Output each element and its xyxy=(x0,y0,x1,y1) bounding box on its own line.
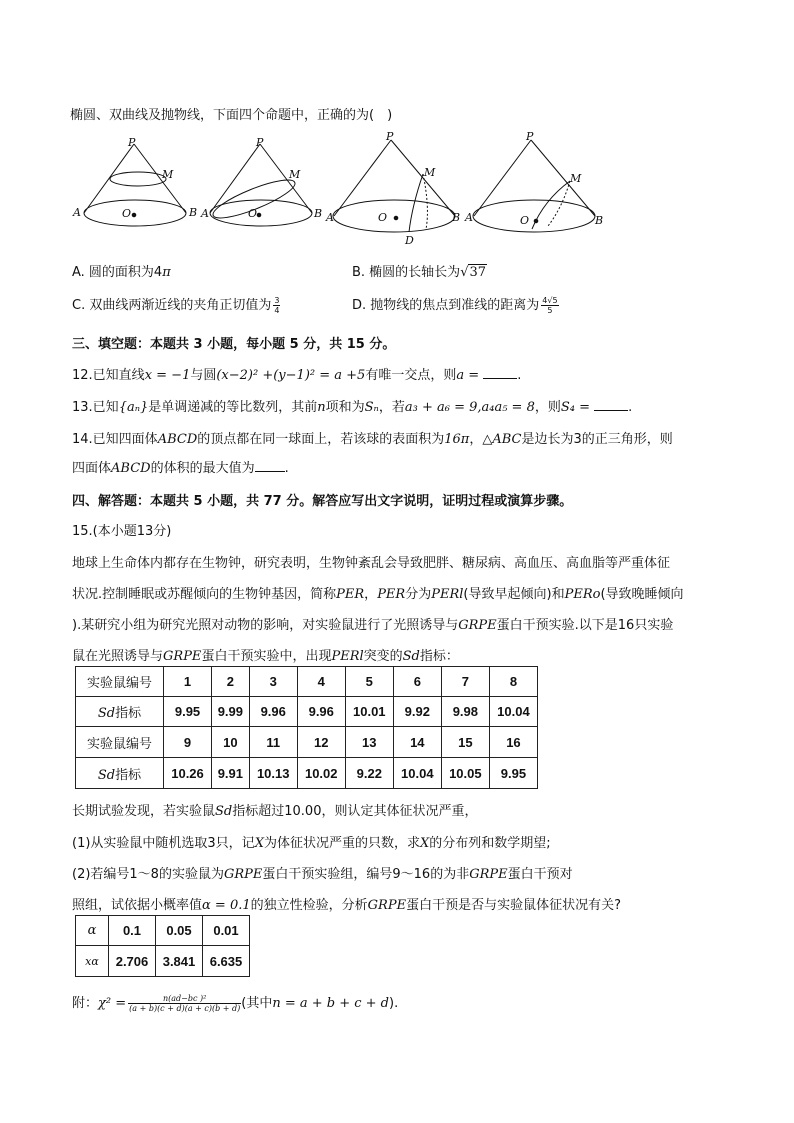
q15-p5 xyxy=(72,800,477,819)
option-c xyxy=(72,294,280,315)
sd-table-cell: 12 xyxy=(297,727,345,758)
option-a xyxy=(72,261,171,280)
sd-table-cell: 5 xyxy=(345,667,393,697)
sd-table-cell: 15 xyxy=(441,727,489,758)
alpha-table-cell: 3.841 xyxy=(156,946,203,977)
alpha-table-cell: 2.706 xyxy=(109,946,156,977)
q14-line2c: 的体积的最大值为 xyxy=(150,461,255,476)
q15-p5c: 指标超过10.00，则认定其体征状况严重， xyxy=(232,804,478,819)
label-a-1: A xyxy=(73,206,81,219)
q15-p4f: Sd xyxy=(402,649,420,664)
cone-figure-circle xyxy=(84,144,186,226)
q15-p4b: GRPE xyxy=(163,649,202,664)
q15-title: 15.(本小题13分) xyxy=(72,524,172,539)
q14-a: 14.已知四面体 xyxy=(72,432,158,447)
option-c-fraction xyxy=(273,296,280,315)
option-d-fraction xyxy=(541,296,558,315)
q12-e: 有唯一交点，则 xyxy=(365,368,457,383)
q15-p3b: GRPE xyxy=(458,618,497,633)
q11-stem: 椭圆、双曲线及抛物线，下面四个命题中，正确的为( ) xyxy=(70,108,393,123)
q15-p2d: PER xyxy=(377,587,406,602)
q15-p3a: ).某研究小组为研究光照对动物的影响，对实验鼠进行了光照诱导与 xyxy=(72,618,459,633)
q15-p2e: 分为 xyxy=(405,587,432,602)
q15-s2g: α = 0.1 xyxy=(202,898,251,913)
q15-p2a: 状况.控制睡眠或苏醒倾向的生物钟基因，简称 xyxy=(72,587,337,602)
cone-figure-parabola xyxy=(473,140,595,232)
q15-s1e: 的分布列和数学期望; xyxy=(429,836,551,851)
q14-line2b: ABCD xyxy=(111,461,151,476)
q14-line2d: . xyxy=(284,461,289,476)
sd-table-row-sd-1 xyxy=(76,697,538,727)
sd-table-id-header: 实验鼠编号 xyxy=(76,727,164,758)
q12-a: 12.已知直线 xyxy=(72,368,145,383)
sd-table-cell: 10.04 xyxy=(393,758,441,789)
sd-header-math: Sd xyxy=(97,767,116,783)
q15-p3c: 蛋白干预实验.以下是16只实验 xyxy=(496,618,674,633)
appendix-label: 附： xyxy=(72,996,99,1011)
q14-c: 的顶点都在同一球面上，若该球的表面积为 xyxy=(197,432,445,447)
q15-p2f: PERl xyxy=(431,587,464,602)
sd-table-cell: 9.92 xyxy=(393,697,441,727)
alpha-table-header: α xyxy=(76,916,109,946)
q14-f: △ABC xyxy=(482,432,522,447)
q12-d: (x−2)² +(y−1)² = a +5 xyxy=(216,368,366,383)
label-p-1: P xyxy=(128,136,136,149)
sd-table-cell: 10.13 xyxy=(249,758,297,789)
q14-b: ABCD xyxy=(157,432,198,447)
q15-p1: 地球上生命体内都存在生物钟，研究表明，生物钟紊乱会导致肥胖、糖尿病、高血压、高血脂等严重体征 xyxy=(72,556,671,571)
sd-table-cell: 16 xyxy=(489,727,537,758)
sd-table-cell: 10.05 xyxy=(441,758,489,789)
sd-table-cell: 9.96 xyxy=(297,697,345,727)
q15-p2h: PERo xyxy=(564,587,601,602)
alpha-table xyxy=(75,915,250,977)
appendix-fraction xyxy=(128,994,241,1013)
sd-table-cell: 10.26 xyxy=(164,758,212,789)
sd-table-cell: 9.99 xyxy=(212,697,250,727)
label-m-4: M xyxy=(570,172,582,185)
cone-figures xyxy=(66,128,626,250)
sd-table-cell: 3 xyxy=(249,667,297,697)
q15-p2b: PER xyxy=(336,587,365,602)
option-c-text: C. 双曲线两渐近线的夹角正切值为 xyxy=(72,298,272,313)
q15-s2f: 照组，试依据小概率值 xyxy=(72,898,203,913)
label-o-1: O xyxy=(122,207,132,220)
q15-p4e: 突变的 xyxy=(363,649,403,664)
sd-table-cell: 1 xyxy=(164,667,212,697)
q13-g: ，若 xyxy=(378,400,405,415)
label-p-3: P xyxy=(386,130,394,143)
cone-figure-hyperbola xyxy=(333,140,455,232)
q15-p2 xyxy=(72,583,684,602)
sd-header-text: 指标 xyxy=(115,767,142,783)
alpha-table-row-alpha xyxy=(76,916,250,946)
q15-s2a: (2)若编号1～8的实验鼠为 xyxy=(72,867,224,882)
q15-s1a: (1)从实验鼠中随机选取3只，记 xyxy=(72,836,255,851)
q15-p5b: Sd xyxy=(215,804,233,819)
sd-table-sd-header xyxy=(76,697,164,727)
q13-e: 项和为 xyxy=(325,400,365,415)
x-alpha-header: xα xyxy=(76,946,109,977)
q14-answer-blank[interactable] xyxy=(255,459,285,472)
option-a-text: A. 圆的面积为4 xyxy=(72,265,163,280)
appendix-denominator: (a + b)(c + d)(a + c)(b + d) xyxy=(129,1004,241,1013)
q15-appendix xyxy=(72,992,398,1013)
option-d-text: D. 抛物线的焦点到准线的距离为 xyxy=(352,298,540,313)
section3-heading: 三、填空题：本题共 3 小题，每小题 5 分，共 15 分。 xyxy=(72,337,396,352)
q15-s2i: GRPE xyxy=(367,898,407,913)
sd-table xyxy=(75,666,538,789)
q15-s2j: 蛋白干预是否与实验鼠体征状况有关? xyxy=(406,898,621,913)
q15-p2i: (导致晚睡倾向 xyxy=(600,587,684,602)
sd-table-cell: 4 xyxy=(297,667,345,697)
label-a-2: A xyxy=(201,207,209,220)
q15-s2c: 蛋白干预实验组，编号9～16的为非 xyxy=(262,867,470,882)
q13-f: Sₙ xyxy=(364,400,379,415)
q15-s1b: X xyxy=(254,836,264,851)
q14-line2a: 四面体 xyxy=(72,461,112,476)
sd-table-cell: 11 xyxy=(249,727,297,758)
q15-p4 xyxy=(72,645,459,664)
q13-i: ，则 xyxy=(534,400,561,415)
sd-table-cell: 9.96 xyxy=(249,697,297,727)
sd-table-cell: 10.02 xyxy=(297,758,345,789)
sd-table-cell: 10.04 xyxy=(489,697,537,727)
q14-d: 16π xyxy=(444,432,470,447)
sd-table-cell: 7 xyxy=(441,667,489,697)
q14-g: 是边长为3的正三角形，则 xyxy=(521,432,673,447)
q12-answer-blank[interactable] xyxy=(483,366,517,379)
sd-table-cell: 9 xyxy=(164,727,212,758)
q15-p5a: 长期试验发现，若实验鼠 xyxy=(72,804,216,819)
sd-table-cell: 9.98 xyxy=(441,697,489,727)
alpha-table-cell: 0.05 xyxy=(156,916,203,946)
appendix-d: ). xyxy=(389,996,399,1011)
q14-line1 xyxy=(72,428,673,447)
q13-h: a₃ + a₆ = 9,a₄a₅ = 8 xyxy=(404,400,535,415)
section4-heading: 四、解答题：本题共 5 小题，共 77 分。解答应写出文字说明，证明过程或演算步骤。 xyxy=(72,494,573,509)
q12-g: . xyxy=(517,368,522,383)
option-d-num: 4√5 xyxy=(542,296,558,305)
q12-c: 与圆 xyxy=(190,368,217,383)
sd-table-cell: 10.01 xyxy=(345,697,393,727)
alpha-table-cell: 0.01 xyxy=(203,916,250,946)
q15-s2h: 的独立性检验，分析 xyxy=(250,898,368,913)
sd-table-cell: 13 xyxy=(345,727,393,758)
q14-line2 xyxy=(72,457,289,476)
label-p-4: P xyxy=(526,130,534,143)
sd-header-text: 指标 xyxy=(115,706,142,721)
q15-p4c: 蛋白干预实验中，出现 xyxy=(201,649,332,664)
sd-table-cell: 8 xyxy=(489,667,537,697)
q13 xyxy=(72,396,632,415)
q13-j: S₄ = xyxy=(560,400,591,415)
q12-f: a = xyxy=(456,368,480,383)
appendix-chi: χ² = xyxy=(98,996,127,1011)
q14-e: ， xyxy=(469,432,483,447)
q12-b: x = −1 xyxy=(144,368,191,383)
label-m-3: M xyxy=(424,166,436,179)
label-a-4: A xyxy=(465,211,473,224)
label-a-3: A xyxy=(326,211,334,224)
option-c-num: 3 xyxy=(274,296,280,305)
sd-header-math: Sd xyxy=(97,706,116,721)
sd-table-cell: 2 xyxy=(212,667,250,697)
sd-table-cell: 9.95 xyxy=(489,758,537,789)
option-d-den: 5 xyxy=(547,306,553,315)
option-b-sqrt: √37 xyxy=(460,265,487,280)
label-o-2: O xyxy=(248,207,258,220)
q15-s1d: X xyxy=(419,836,430,851)
option-b-text: B. 椭圆的长轴长为 xyxy=(352,265,461,280)
q15-s2b: GRPE xyxy=(223,867,263,882)
option-d xyxy=(352,294,559,315)
label-p-2: P xyxy=(256,136,264,149)
sd-table-cell: 6 xyxy=(393,667,441,697)
q12 xyxy=(72,364,521,383)
q15-p4d: PERl xyxy=(331,649,364,664)
sd-table-row-ids-1 xyxy=(76,667,538,697)
option-b xyxy=(352,261,487,280)
alpha-table-row-x xyxy=(76,946,250,977)
q15-sub2-line2 xyxy=(72,894,621,913)
sd-table-sd-header xyxy=(76,758,164,789)
option-c-den: 4 xyxy=(274,306,280,315)
label-b-2: B xyxy=(314,207,323,220)
sd-table-cell: 9.22 xyxy=(345,758,393,789)
sd-table-cell: 14 xyxy=(393,727,441,758)
sd-table-cell: 9.91 xyxy=(212,758,250,789)
sd-table-cell: 9.95 xyxy=(164,697,212,727)
sd-table-cell: 10 xyxy=(212,727,250,758)
label-m-1: M xyxy=(162,168,174,181)
q13-b: {aₙ} xyxy=(118,400,149,415)
q13-d: n xyxy=(317,400,326,415)
q13-k: . xyxy=(628,400,633,415)
q15-p2g: (导致早起倾向)和 xyxy=(463,587,565,602)
q13-answer-blank[interactable] xyxy=(594,398,628,411)
q15-s2e: 蛋白干预对 xyxy=(507,867,573,882)
label-d-3: D xyxy=(405,234,414,247)
label-b-1: B xyxy=(189,206,198,219)
label-m-2: M xyxy=(289,168,301,181)
label-b-4: B xyxy=(595,214,604,227)
appendix-c: n = a + b + c + d xyxy=(272,996,390,1011)
q15-s2d: GRPE xyxy=(469,867,508,882)
label-o-4: O xyxy=(520,214,530,227)
appendix-numerator: n(ad−bc )² xyxy=(128,994,241,1004)
q15-p4a: 鼠在光照诱导与 xyxy=(72,649,164,664)
sd-table-id-header: 实验鼠编号 xyxy=(76,667,164,697)
q13-c: 是单调递减的等比数列，其前 xyxy=(148,400,318,415)
option-b-radicand: 37 xyxy=(469,265,487,280)
appendix-b: (其中 xyxy=(241,996,273,1011)
label-o-3: O xyxy=(378,211,388,224)
option-a-math: π xyxy=(162,265,171,280)
cone-figure-ellipse xyxy=(209,144,312,226)
q15-sub1 xyxy=(72,832,551,851)
sd-table-row-sd-2 xyxy=(76,758,538,789)
q15-p2c: ， xyxy=(364,587,378,602)
alpha-table-cell: 0.1 xyxy=(109,916,156,946)
q15-p4g: 指标： xyxy=(419,649,459,664)
q15-p3 xyxy=(72,614,673,633)
q15-sub2-line1 xyxy=(72,863,573,882)
alpha-table-cell: 6.635 xyxy=(203,946,250,977)
label-b-3: B xyxy=(452,211,461,224)
q15-s1c: 为体征状况严重的只数，求 xyxy=(263,836,420,851)
q13-a: 13.已知 xyxy=(72,400,119,415)
sd-table-row-ids-2 xyxy=(76,727,538,758)
